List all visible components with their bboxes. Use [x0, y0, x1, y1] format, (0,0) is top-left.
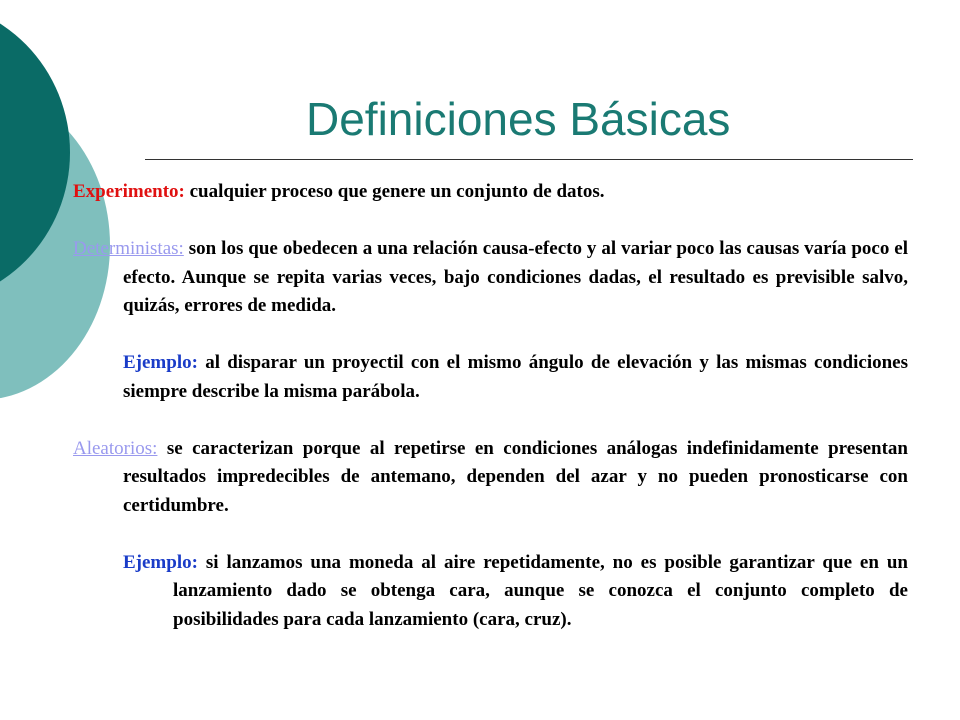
- slide-title: Definiciones Básicas: [306, 93, 731, 145]
- link-aleatorios[interactable]: Aleatorios:: [73, 437, 158, 459]
- example-deterministas-text: al disparar un proyectil con el mismo ángulo de elevación y las mismas condiciones siempre describe la misma parábola.: [123, 352, 908, 402]
- definition-deterministas-text: son los que obedecen a una relación causa-efecto y al variar poco las causas varía poco el efecto. Aunque se repita varias veces, bajo condiciones dadas, el resultado es previsible salvo, quizás, errores de medida.: [123, 238, 908, 316]
- slide-content: [73, 178, 908, 663]
- link-deterministas[interactable]: Deterministas:: [73, 238, 184, 259]
- definition-aleatorios-text: se caracterizan porque al repetirse en condiciones análogas indefinidamente presentan resultados impredecibles de antemano, dependen del azar y no pueden pronosticarse con certidumbre.: [123, 437, 908, 516]
- example-aleatorios: [73, 549, 908, 635]
- definition-experimento-text: cualquier proceso que genere un conjunto de datos.: [184, 181, 605, 202]
- definition-deterministas: [73, 235, 908, 321]
- example-aleatorios-text: si lanzamos una moneda al aire repetidamente, no es posible garantizar que en un lanzamiento dado se obtenga cara, aunque se conozca el conjunto completo de posibilidades para cada lanzamiento (cara, cruz).: [173, 551, 908, 630]
- definition-experimento: [73, 178, 908, 207]
- example-label-deterministas: Ejemplo:: [123, 352, 198, 373]
- example-label-aleatorios: Ejemplo:: [123, 551, 198, 573]
- example-deterministas: [73, 349, 908, 406]
- definition-aleatorios: [73, 435, 908, 521]
- term-experimento: Experimento:: [73, 181, 185, 202]
- title-divider: [145, 159, 913, 160]
